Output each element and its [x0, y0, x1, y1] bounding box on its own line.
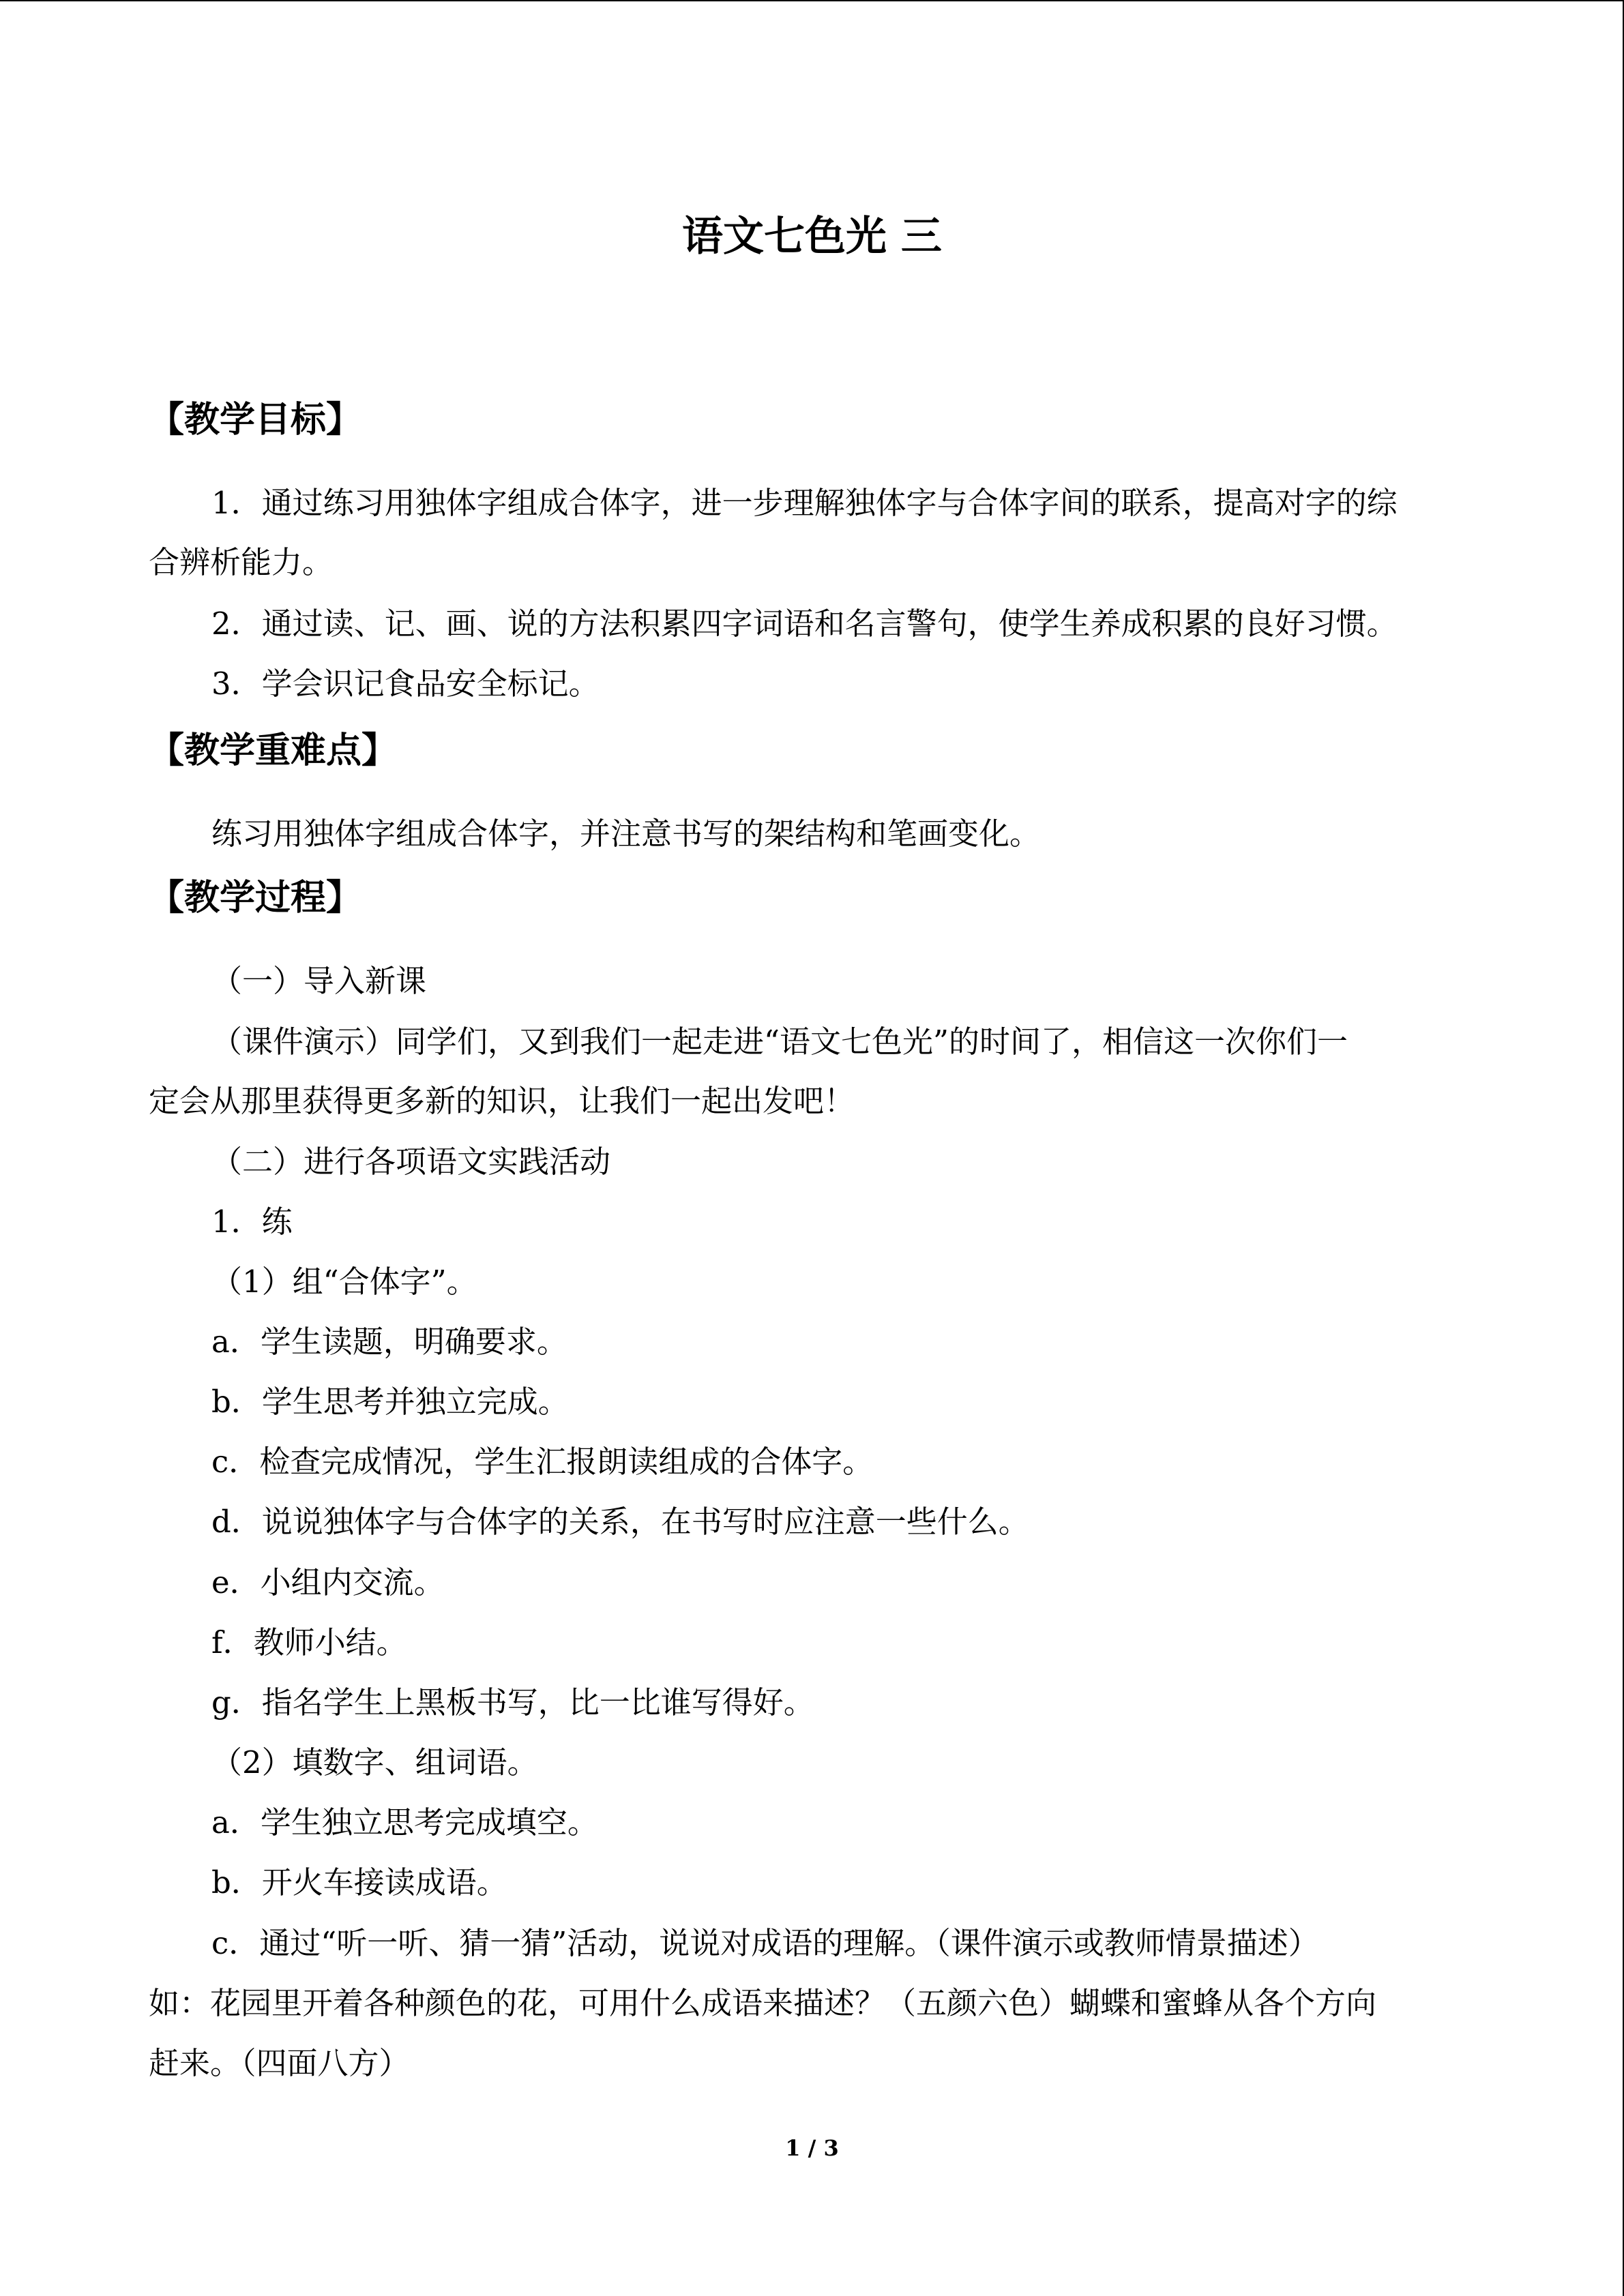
practice-item-1-e: e．小组内交流。 — [211, 1564, 445, 1600]
process-step-1: （一）导入新课 — [211, 963, 427, 999]
practice-item-2: （2）填数字、组词语。 — [211, 1744, 538, 1780]
practice-item-1-c: c．检查完成情况，学生汇报朗读组成的合体字。 — [211, 1444, 874, 1480]
page-number: 1 / 3 — [785, 2135, 839, 2161]
section-heading-goals: 【教学目标】 — [149, 399, 362, 441]
process-step-2: （二）进行各项语文实践活动 — [211, 1144, 611, 1180]
practice-item-2-c-cont-2: 赶来。（四面八方） — [149, 2045, 410, 2081]
goal-item-1: 1．通过练习用独体字组成合体字，进一步理解独体字与合体字间的联系，提高对字的综 — [211, 485, 1398, 521]
practice-item-1-f: f．教师小结。 — [211, 1624, 407, 1660]
practice-item-1-d: d．说说独体字与合体字的关系，在书写时应注意一些什么。 — [211, 1504, 1029, 1540]
page-title: 语文七色光 三 — [682, 213, 942, 260]
practice-item-1: （1）组“合体字”。 — [211, 1264, 477, 1300]
practice-item-2-b: b．开火车接读成语。 — [211, 1864, 507, 1900]
process-step-1-text-cont: 定会从那里获得更多新的知识，让我们一起出发吧！ — [149, 1083, 855, 1119]
process-step-1-text: （课件演示）同学们，又到我们一起走进“语文七色光”的时间了，相信这一次你们一 — [211, 1024, 1348, 1060]
practice-item-1-b: b．学生思考并独立完成。 — [211, 1384, 569, 1420]
goal-item-1-cont: 合辨析能力。 — [149, 544, 334, 580]
key-points-text: 练习用独体字组成合体字，并注意书写的架结构和笔画变化。 — [211, 816, 1041, 852]
practice-item-1-g: g．指名学生上黑板书写，比一比谁写得好。 — [211, 1684, 814, 1720]
goal-item-3: 3．学会识记食品安全标记。 — [211, 666, 600, 702]
goal-item-2: 2．通过读、记、画、说的方法积累四字词语和名言警句，使学生养成积累的良好习惯。 — [211, 606, 1398, 642]
practice-heading: 1．练 — [211, 1204, 293, 1240]
practice-item-2-c: c．通过“听一听、猜一猜”活动，说说对成语的理解。（课件演示或教师情景描述） — [211, 1925, 1319, 1961]
practice-item-2-a: a．学生独立思考完成填空。 — [211, 1804, 598, 1840]
section-heading-process: 【教学过程】 — [149, 877, 362, 919]
section-heading-key-points: 【教学重难点】 — [149, 730, 398, 771]
practice-item-1-a: a．学生读题，明确要求。 — [211, 1324, 567, 1360]
practice-item-2-c-cont: 如：花园里开着各种颜色的花，可用什么成语来描述？（五颜六色）蝴蝶和蜜蜂从各个方向 — [149, 1985, 1377, 2021]
